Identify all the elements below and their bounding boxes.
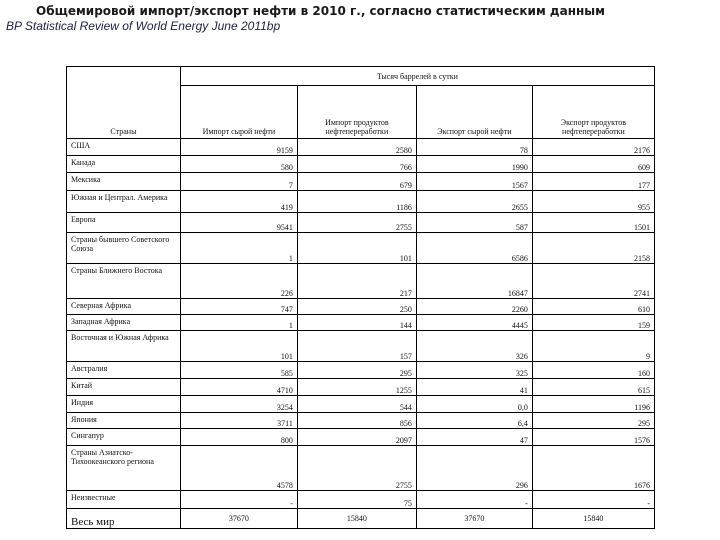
cell: 955 [532,191,654,213]
table-row [67,331,655,362]
row-label: Европа [67,213,181,233]
cell: 1 [180,315,297,331]
cell: 325 [416,362,532,379]
row-label: Весь мир [67,509,181,529]
row-label: Страны Азиатско-Тихоокеанского региона [67,446,181,491]
table-row [67,315,655,331]
cell: 609 [532,156,654,173]
cell: - [416,491,532,509]
cell: 157 [297,331,416,362]
table-row [67,446,655,491]
table-row [67,396,655,413]
cell: 78 [416,139,532,156]
cell: - [180,491,297,509]
header-country: Страны [67,67,181,139]
cell: 326 [416,331,532,362]
table-row [67,379,655,396]
cell: 1501 [532,213,654,233]
cell: 226 [180,264,297,299]
cell: 587 [416,213,532,233]
cell: 9159 [180,139,297,156]
cell: 615 [532,379,654,396]
cell: 856 [297,413,416,429]
table-row [67,413,655,429]
cell: 159 [532,315,654,331]
cell: 2580 [297,139,416,156]
row-label: Восточная и Южная Африка [67,331,181,362]
cell: 2260 [416,299,532,315]
cell: 2097 [297,429,416,446]
cell: 7 [180,173,297,191]
cell: 9541 [180,213,297,233]
row-label: Неизвестные [67,491,181,509]
cell: 15840 [532,509,654,529]
table-row-total [67,509,655,529]
cell: 1576 [532,429,654,446]
cell: 2755 [297,446,416,491]
cell: 16847 [416,264,532,299]
table-row [67,173,655,191]
header-col: Импорт продуктов нефтепереработки [297,86,416,139]
row-label: Страны бывшего Советского Союза [67,233,181,264]
table-row [67,233,655,264]
row-label: Страны Ближнего Востока [67,264,181,299]
cell: 2158 [532,233,654,264]
cell: 1567 [416,173,532,191]
cell: 296 [416,446,532,491]
header-col: Экспорт продуктов нефтепереработки [532,86,654,139]
cell: 6,4 [416,413,532,429]
cell: 2741 [532,264,654,299]
table-row [67,191,655,213]
cell: 2755 [297,213,416,233]
cell: 3254 [180,396,297,413]
cell: 679 [297,173,416,191]
cell: 4578 [180,446,297,491]
oil-trade-table [66,66,655,529]
cell: 585 [180,362,297,379]
cell: 15840 [297,509,416,529]
row-label: Австралия [67,362,181,379]
cell: 217 [297,264,416,299]
cell: 4445 [416,315,532,331]
row-label: Китай [67,379,181,396]
row-label: Западная Африка [67,315,181,331]
cell: 747 [180,299,297,315]
cell: 1 [180,233,297,264]
header-col: Импорт сырой нефти [180,86,297,139]
cell: - [532,491,654,509]
cell: 580 [180,156,297,173]
cell: 2176 [532,139,654,156]
cell: 1676 [532,446,654,491]
table-row [67,491,655,509]
cell: 75 [297,491,416,509]
page-subtitle: BP Statistical Review of World Energy June 2011bp [6,19,281,33]
page-title: Общемировой импорт/экспорт нефти в 2010 г., согласно статистическим данным [36,4,605,18]
row-label: Канада [67,156,181,173]
table-row [67,429,655,446]
cell: 2655 [416,191,532,213]
row-label: Мексика [67,173,181,191]
cell: 37670 [180,509,297,529]
cell: 250 [297,299,416,315]
cell: 544 [297,396,416,413]
cell: 177 [532,173,654,191]
cell: 160 [532,362,654,379]
cell: 3711 [180,413,297,429]
table-row [67,299,655,315]
cell: 419 [180,191,297,213]
cell: 4710 [180,379,297,396]
cell: 47 [416,429,532,446]
table-row [67,139,655,156]
cell: 6586 [416,233,532,264]
cell: 1196 [532,396,654,413]
row-label: США [67,139,181,156]
table-row [67,264,655,299]
cell: 101 [297,233,416,264]
cell: 295 [297,362,416,379]
cell: 9 [532,331,654,362]
cell: 144 [297,315,416,331]
cell: 37670 [416,509,532,529]
cell: 1990 [416,156,532,173]
row-label: Северная Африка [67,299,181,315]
header-col: Экспорт сырой нефти [416,86,532,139]
table-row [67,213,655,233]
cell: 295 [532,413,654,429]
cell: 800 [180,429,297,446]
cell: 0,0 [416,396,532,413]
cell: 41 [416,379,532,396]
row-label: Сингапур [67,429,181,446]
cell: 1186 [297,191,416,213]
cell: 101 [180,331,297,362]
row-label: Япония [67,413,181,429]
header-unit: Тысяч баррелей в сутки [180,67,654,86]
table-row [67,362,655,379]
cell: 766 [297,156,416,173]
row-label: Индия [67,396,181,413]
cell: 610 [532,299,654,315]
cell: 1255 [297,379,416,396]
table-row [67,156,655,173]
row-label: Южная и Централ. Америка [67,191,181,213]
